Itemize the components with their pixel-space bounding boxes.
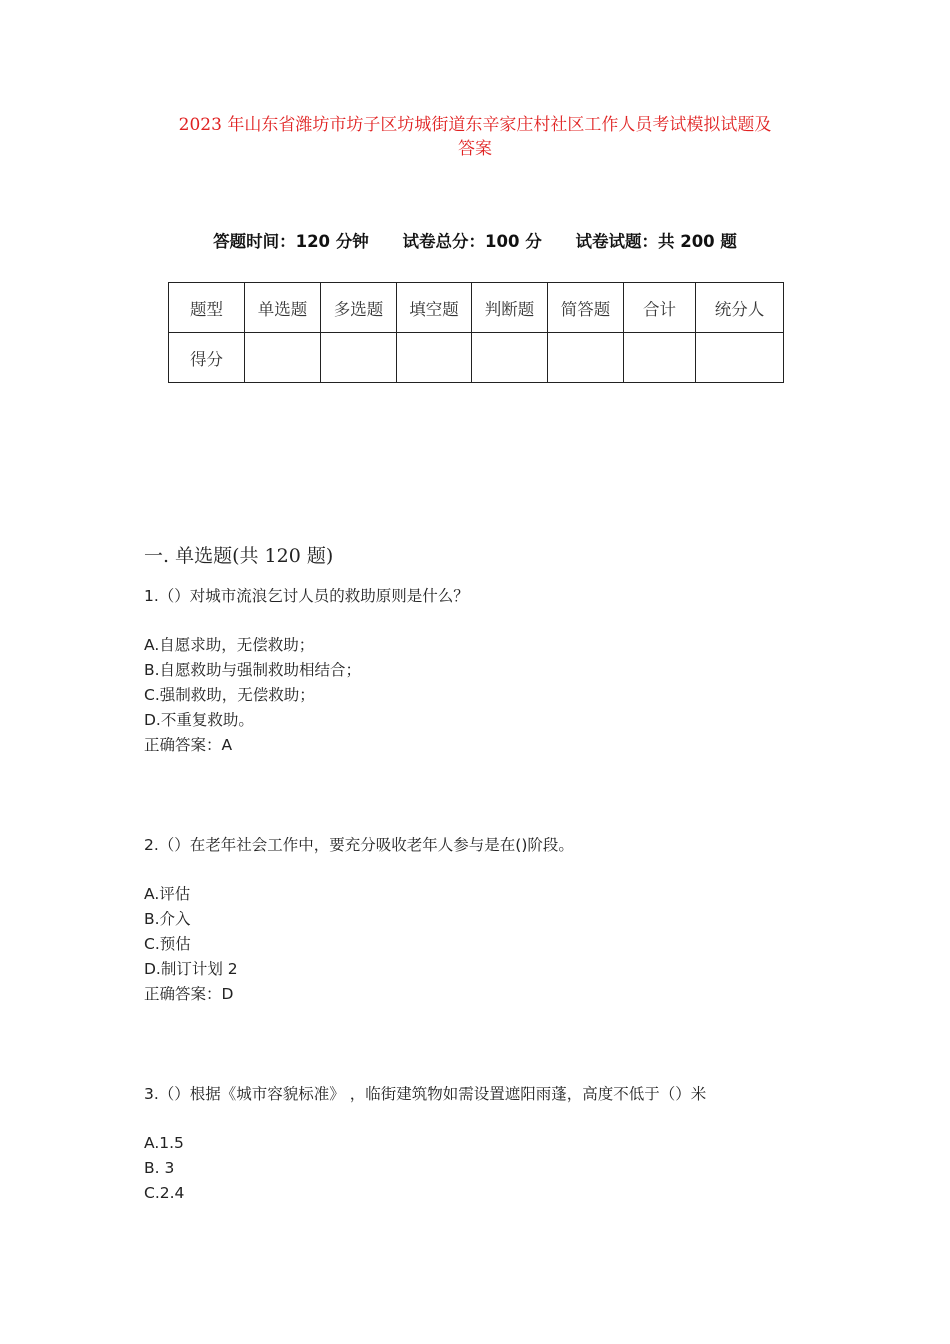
header-cell: 填空题 bbox=[397, 283, 472, 333]
header-cell: 单选题 bbox=[245, 283, 321, 333]
option-c: C.2.4 bbox=[144, 1184, 185, 1202]
option-b: B.自愿救助与强制救助相结合； bbox=[144, 661, 362, 679]
option-b: B.介入 bbox=[144, 910, 191, 928]
option-a: A.1.5 bbox=[144, 1134, 184, 1152]
option-a: A.评估 bbox=[144, 885, 191, 903]
header-cell: 统分人 bbox=[696, 283, 784, 333]
question-stem: 2.（）在老年社会工作中，要充分吸收老年人参与是在()阶段。 bbox=[144, 836, 574, 854]
exam-question-count: 试卷试题：共 200 题 bbox=[575, 232, 737, 251]
header-cell: 判断题 bbox=[472, 283, 548, 333]
score-cell bbox=[472, 333, 548, 383]
option-c: C.强制救助，无偿救助； bbox=[144, 686, 315, 704]
score-cell bbox=[321, 333, 397, 383]
score-row-label: 得分 bbox=[169, 333, 245, 383]
correct-answer: 正确答案：D bbox=[144, 985, 234, 1003]
score-cell bbox=[624, 333, 696, 383]
option-b: B. 3 bbox=[144, 1159, 175, 1177]
score-table bbox=[168, 282, 784, 383]
correct-answer: 正确答案：A bbox=[144, 736, 233, 754]
question-1 bbox=[144, 584, 469, 758]
header-cell: 简答题 bbox=[548, 283, 624, 333]
header-cell: 题型 bbox=[169, 283, 245, 333]
option-d: D.制订计划 2 bbox=[144, 960, 238, 978]
document-title bbox=[120, 113, 830, 161]
question-2 bbox=[144, 833, 574, 1007]
header-cell: 合计 bbox=[624, 283, 696, 333]
option-a: A.自愿求助，无偿救助； bbox=[144, 636, 315, 654]
title-line-1: 2023 年山东省潍坊市坊子区坊城街道东辛家庄村社区工作人员考试模拟试题及 bbox=[178, 115, 772, 135]
exam-meta bbox=[0, 228, 950, 252]
score-cell bbox=[548, 333, 624, 383]
option-c: C.预估 bbox=[144, 935, 191, 953]
exam-time: 答题时间：120 分钟 bbox=[213, 232, 369, 251]
score-table-header-row bbox=[169, 283, 784, 333]
section-title: 一. 单选题(共 120 题) bbox=[144, 545, 334, 567]
question-stem: 1.（）对城市流浪乞讨人员的救助原则是什么？ bbox=[144, 587, 469, 605]
score-cell bbox=[245, 333, 321, 383]
exam-total-score: 试卷总分：100 分 bbox=[402, 232, 542, 251]
title-line-2: 答案 bbox=[458, 139, 492, 159]
option-d: D.不重复救助。 bbox=[144, 711, 254, 729]
question-stem: 3.（）根据《城市容貌标准》 ，临街建筑物如需设置遮阳雨蓬，高度不低于（）米 bbox=[144, 1085, 707, 1103]
score-cell bbox=[397, 333, 472, 383]
header-cell: 多选题 bbox=[321, 283, 397, 333]
score-table-score-row bbox=[169, 333, 784, 383]
score-cell bbox=[696, 333, 784, 383]
question-3 bbox=[144, 1082, 706, 1206]
